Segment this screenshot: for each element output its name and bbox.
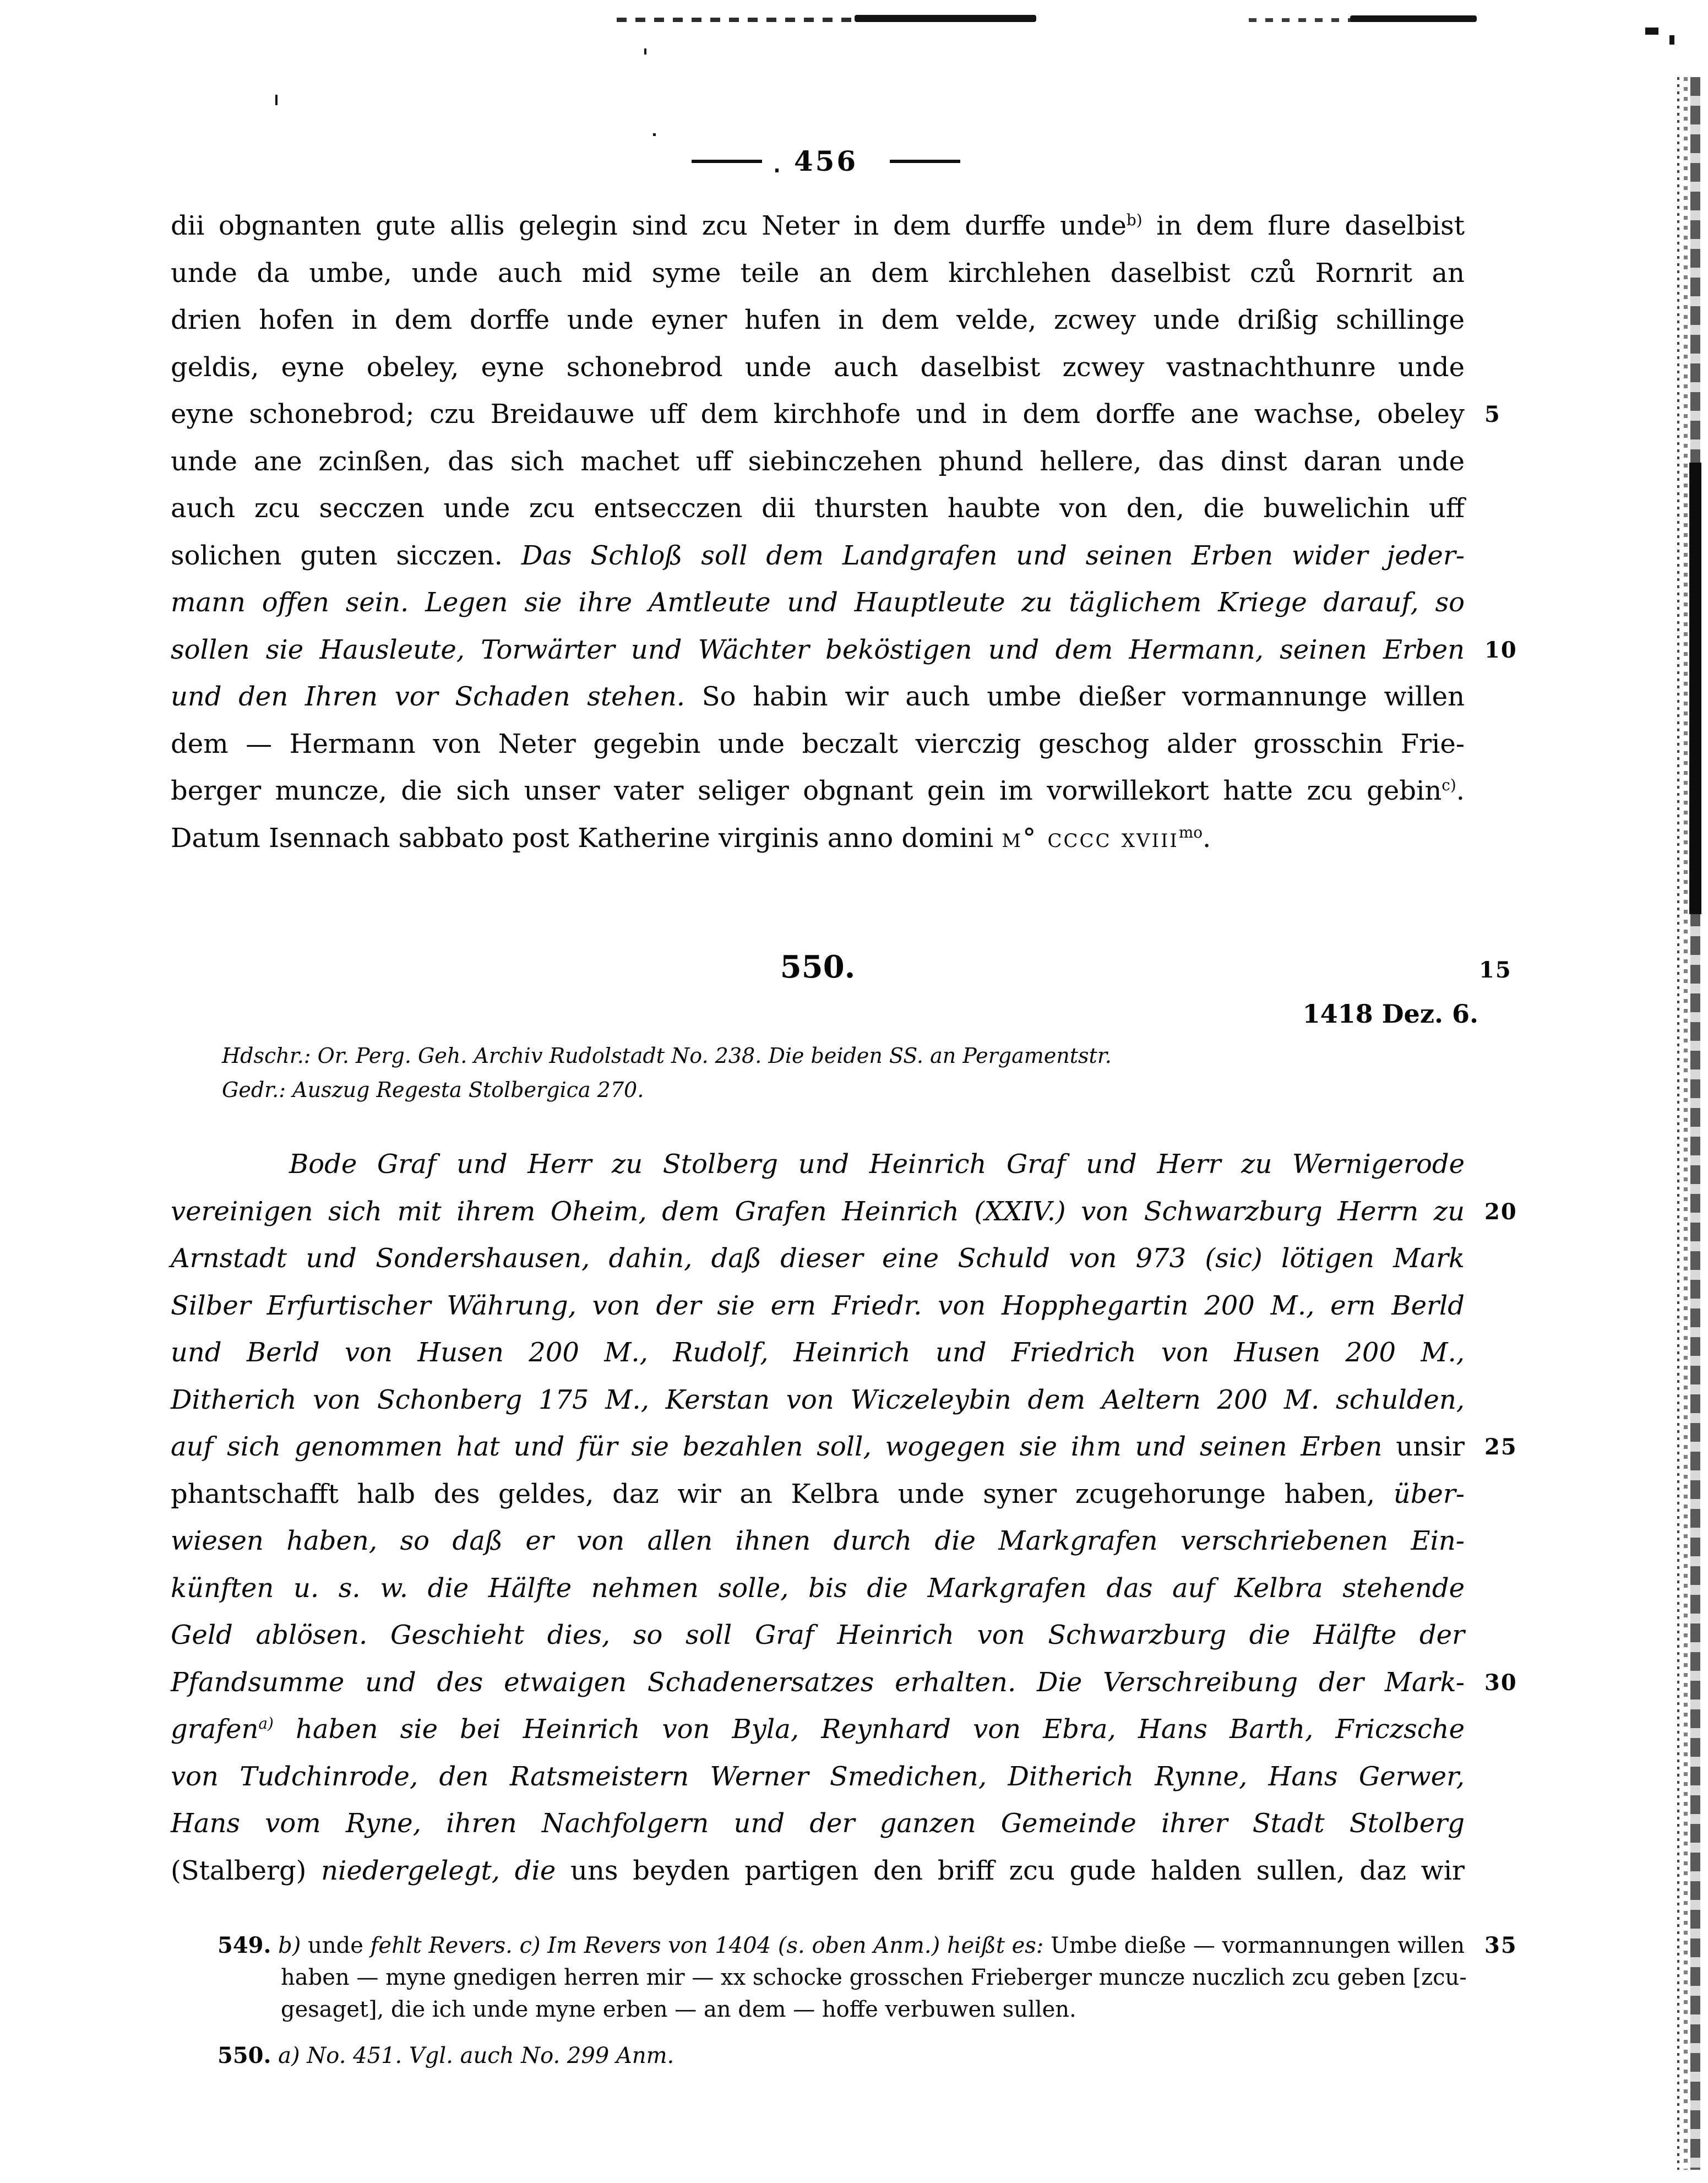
text-line bbox=[217, 2040, 1465, 2072]
margin-line-number: 30 bbox=[1484, 1669, 1517, 1696]
text-segment: Hans vom Ryne, ihren Nachfolgern und der ganzen Gemeinde ihrer Stadt Stolberg bbox=[171, 1808, 1465, 1839]
text-segment: drien hofen in dem dorffe unde eyner hufen in dem velde, zcwey unde drißig schillinge bbox=[171, 305, 1465, 335]
text-segment: unsir bbox=[1396, 1431, 1465, 1462]
scan-artifact-speck bbox=[653, 133, 656, 136]
text-line bbox=[171, 1848, 1465, 1895]
text-segment bbox=[271, 1933, 278, 1958]
text-segment: (Stalberg) bbox=[171, 1855, 322, 1886]
text-line bbox=[171, 721, 1465, 768]
margin-line-number: 20 bbox=[1484, 1198, 1517, 1225]
entry-550-text-block bbox=[171, 1141, 1517, 1894]
text-segment: und Berld von Husen 200 M., Rudolf, Heinrich und Friedrich von Husen 200 M., bbox=[171, 1337, 1465, 1368]
scan-artifact-top-smudge-left bbox=[855, 15, 1036, 22]
text-segment: unde ane zcinßen, das sich machet uff siebinczehen phund hellere, das dinst daran unde bbox=[171, 446, 1465, 477]
text-line bbox=[171, 627, 1517, 674]
source-line-gedruckt: Gedr.: Auszug Regesta Stolbergica 270. bbox=[222, 1078, 644, 1102]
text-segment: dem — Hermann von Neter gegebin unde beczalt vierczig geschog alder grosschin Frie- bbox=[171, 728, 1465, 759]
text-line bbox=[171, 297, 1465, 344]
scan-artifact-top-dashes-left bbox=[617, 18, 859, 22]
scan-artifact-right-edge-band bbox=[1690, 77, 1700, 2170]
text-line bbox=[217, 1962, 1465, 1994]
text-line bbox=[171, 1329, 1465, 1377]
text-segment: phantschafft halb des geldes, daz wir an Kelbra unde syner zcugehorunge haben, bbox=[171, 1478, 1394, 1509]
margin-line-number: 5 bbox=[1484, 401, 1501, 427]
margin-line-number: 35 bbox=[1484, 1932, 1517, 1958]
text-segment: unde bbox=[301, 1933, 371, 1958]
text-line bbox=[171, 533, 1465, 580]
text-line bbox=[171, 250, 1465, 297]
text-segment: m° cccc xviii bbox=[1002, 822, 1179, 854]
text-line bbox=[171, 1471, 1465, 1518]
text-segment: grafen bbox=[171, 1714, 259, 1745]
text-segment: c) bbox=[1442, 776, 1456, 794]
text-segment: Pfandsumme und des etwaigen Schadenersatzes erhalten. Die Verschreibung der Mark- bbox=[171, 1666, 1465, 1698]
entry-550-sources bbox=[222, 1039, 1378, 1107]
scan-artifact-speck bbox=[644, 48, 646, 55]
text-line bbox=[217, 1994, 1465, 2025]
text-segment: 550. bbox=[217, 2043, 271, 2068]
text-segment: uns beyden partigen den briff zcu gude halden sullen, daz wir bbox=[570, 1855, 1465, 1886]
text-segment: Silber Erfurtischer Währung, von der sie ern Friedr. von Hopphegartin 200 M., ern Berld bbox=[171, 1290, 1465, 1321]
text-segment: Ditherich von Schonberg 175 M., Kerstan von Wiczeleybin dem Aeltern 200 M. schulden, bbox=[171, 1384, 1465, 1415]
text-segment: vereinigen sich mit ihrem Oheim, dem Grafen Heinrich (XXIV.) von Schwarzburg Herrn zu bbox=[171, 1196, 1465, 1227]
scan-artifact-speck bbox=[1669, 35, 1674, 45]
text-segment: b) bbox=[1126, 211, 1143, 229]
text-segment: gesaget], die ich unde myne erben — an dem — hoffe verbuwen sullen. bbox=[281, 1997, 1076, 2022]
entry-549-text-block bbox=[171, 203, 1517, 862]
text-segment bbox=[271, 2043, 278, 2068]
margin-line-number: 10 bbox=[1484, 637, 1517, 663]
entry-550-number: 550. bbox=[780, 949, 856, 985]
text-segment: künften u. s. w. die Hälfte nehmen solle, bis die Markgrafen das auf Kelbra stehende bbox=[171, 1572, 1465, 1604]
header-rule-left bbox=[692, 160, 762, 163]
text-segment: Arnstadt und Sondershausen, dahin, daß dieser eine Schuld von 973 (sic) lötigen Mark bbox=[171, 1243, 1465, 1274]
text-line bbox=[171, 1612, 1465, 1659]
text-segment: haben — myne gnedigen herren mir — xx schocke grosschen Frieberger muncze nuczlich zcu geben [zcu- bbox=[281, 1965, 1467, 1990]
text-line bbox=[171, 1141, 1465, 1188]
text-line bbox=[171, 485, 1465, 533]
text-segment: Geld ablösen. Geschieht dies, so soll Graf Heinrich von Schwarzburg die Hälfte der bbox=[171, 1620, 1465, 1650]
text-segment: unde da umbe, unde auch mid syme teile an dem kirchlehen daselbist czů Rornrit an bbox=[171, 257, 1465, 289]
text-segment: über- bbox=[1393, 1478, 1465, 1509]
text-line bbox=[171, 1283, 1465, 1330]
text-line bbox=[217, 1930, 1517, 1962]
text-segment: auch zcu secczen unde zcu entsecczen dii thursten haubte von den, die buwelichin uff bbox=[171, 493, 1465, 524]
text-segment: haben sie bei Heinrich von Byla, Reynhard von Ebra, Hans Barth, Friczsche bbox=[273, 1714, 1465, 1745]
text-line bbox=[171, 391, 1501, 438]
scan-artifact-right-edge-dark bbox=[1689, 463, 1701, 914]
footnotes-block bbox=[217, 1930, 1517, 2072]
header-rule-right bbox=[890, 160, 960, 163]
text-line bbox=[171, 1659, 1517, 1707]
text-segment: a) bbox=[258, 1714, 274, 1733]
text-segment: Datum Isennach sabbato post Katherine virginis anno domini bbox=[171, 822, 1002, 854]
text-line bbox=[171, 768, 1465, 815]
scan-artifact-speck bbox=[1645, 28, 1658, 35]
text-line bbox=[171, 438, 1465, 486]
text-line bbox=[171, 203, 1465, 250]
text-line bbox=[171, 1706, 1465, 1753]
text-segment: mann offen sein. Legen sie ihre Amtleute und Hauptleute zu täglichem Kriege darauf, so bbox=[171, 587, 1465, 618]
scan-artifact-right-edge-dots bbox=[1677, 77, 1679, 2170]
text-segment: auf sich genommen hat und für sie bezahlen soll, wogegen sie ihm und seinen Erben bbox=[171, 1431, 1396, 1462]
text-line bbox=[171, 1424, 1517, 1471]
text-line bbox=[171, 344, 1465, 392]
entry-550-date: 1418 Dez. 6. bbox=[1302, 999, 1478, 1029]
text-line bbox=[171, 1753, 1465, 1801]
scan-artifact-speck bbox=[275, 95, 278, 105]
text-segment: fehlt Revers. c) Im Revers von 1404 (s. oben Anm.) heißt es: bbox=[370, 1933, 1044, 1958]
text-segment: . bbox=[1456, 775, 1465, 806]
text-segment: geldis, eyne obeley, eyne schonebrod unde auch daselbist zcwey vastnachthunre unde bbox=[171, 351, 1465, 383]
text-line bbox=[171, 1518, 1465, 1565]
text-segment: a) No. 451. Vgl. auch No. 299 Anm. bbox=[278, 2043, 675, 2068]
text-segment: So habin wir auch umbe dießer vormannunge willen bbox=[685, 681, 1465, 712]
text-segment: sollen sie Hausleute, Torwärter und Wächter beköstigen und dem Hermann, seinen Erben bbox=[171, 634, 1465, 665]
text-segment: b) bbox=[278, 1933, 301, 1958]
text-segment: Umbe dieße — vormannungen willen bbox=[1043, 1933, 1465, 1958]
scan-artifact-top-smudge-right bbox=[1350, 15, 1477, 22]
text-segment: dii obgnanten gute allis gelegin sind zcu Neter in dem durffe unde bbox=[171, 210, 1127, 241]
source-line-handschrift: Hdschr.: Or. Perg. Geh. Archiv Rudolstadt No. 238. Die beiden SS. an Pergamentstr. bbox=[222, 1044, 1112, 1068]
text-segment: Das Schloß soll dem Landgrafen und seinen Erben wider jeder- bbox=[521, 540, 1465, 571]
margin-line-number: 15 bbox=[1479, 957, 1512, 983]
page-number: 456 bbox=[793, 145, 858, 177]
text-segment: in dem flure daselbist bbox=[1142, 210, 1465, 241]
text-line bbox=[171, 579, 1465, 627]
text-segment: von Tudchinrode, den Ratsmeistern Werner Smedichen, Ditherich Rynne, Hans Gerwer, bbox=[171, 1761, 1465, 1792]
text-line bbox=[171, 1800, 1465, 1848]
page-header bbox=[633, 142, 1019, 181]
text-segment: 549. bbox=[217, 1932, 271, 1958]
scan-artifact-right-edge-specks bbox=[1684, 77, 1688, 2170]
text-segment: wiesen haben, so daß er von allen ihnen durch die Markgrafen verschriebenen Ein- bbox=[171, 1525, 1465, 1556]
text-line bbox=[171, 674, 1465, 721]
text-line bbox=[171, 815, 1465, 862]
text-line bbox=[171, 1188, 1517, 1236]
text-segment: niedergelegt, die bbox=[321, 1855, 571, 1886]
margin-line-number: 25 bbox=[1484, 1434, 1517, 1460]
text-segment: . bbox=[1202, 822, 1211, 854]
scan-artifact-top-dashes-right bbox=[1249, 18, 1353, 22]
text-line bbox=[171, 1377, 1465, 1424]
text-segment: mo bbox=[1178, 823, 1203, 841]
text-segment: Bode Graf und Herr zu Stolberg und Heinrich Graf und Herr zu Wernigerode bbox=[289, 1149, 1465, 1180]
text-segment: solichen guten sicczen. bbox=[171, 540, 521, 571]
text-line bbox=[171, 1235, 1465, 1283]
text-segment: berger muncze, die sich unser vater seliger obgnant gein im vorwillekort hatte zcu gebin bbox=[171, 775, 1442, 806]
text-segment: eyne schonebrod; czu Breidauwe uff dem kirchhofe und in dem dorffe ane wachse, obeley bbox=[171, 399, 1465, 430]
text-segment: und den Ihren vor Schaden stehen. bbox=[171, 681, 686, 712]
text-line bbox=[171, 1565, 1465, 1612]
